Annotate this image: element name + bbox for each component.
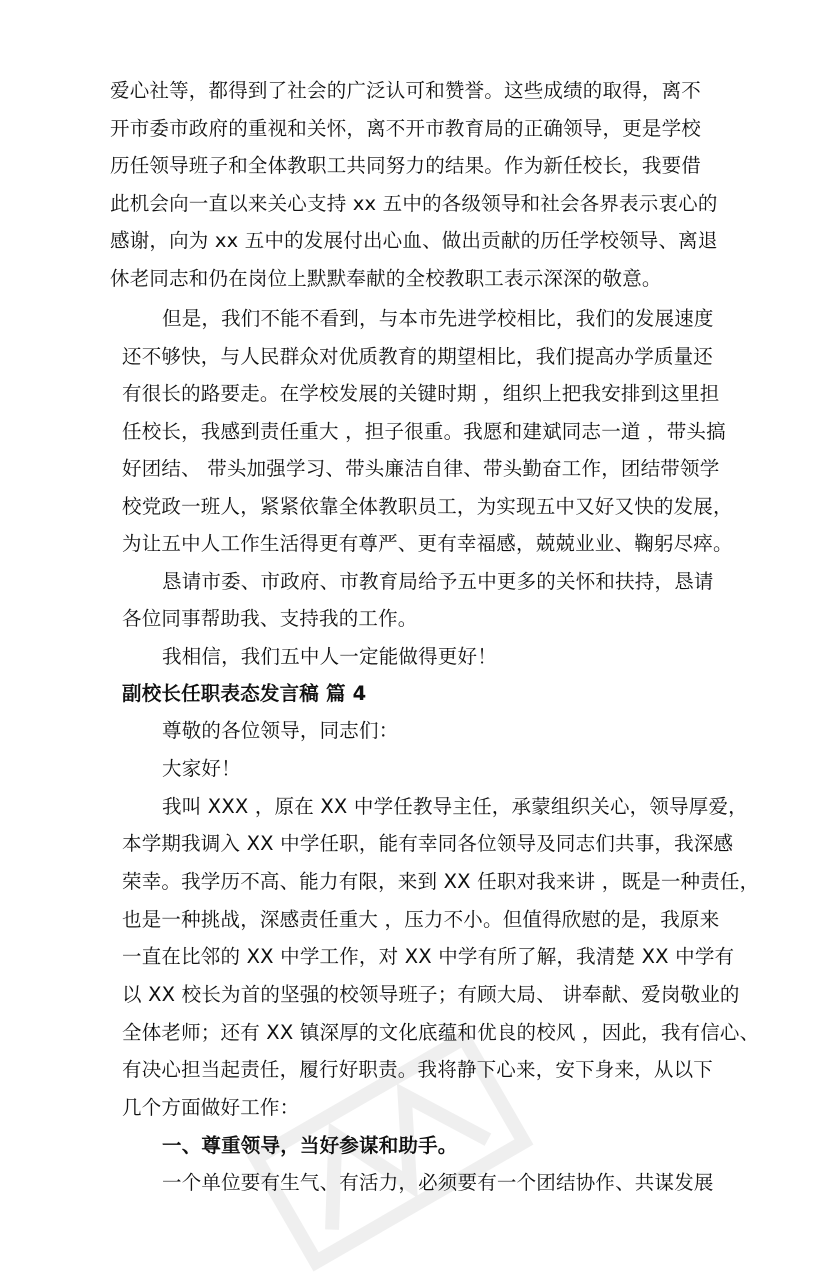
- text-line: 大家好！: [162, 757, 241, 780]
- text-line: 感谢，向为 xx 五中的发展付出心血、做出贡献的历任学校领导、离退: [110, 229, 718, 252]
- text-line: 荣幸。我学历不高、能力有限，来到 XX 任职对我来讲 ，既是一种责任，: [122, 870, 760, 893]
- heading-line: 副校长任职表态发言稿 篇 4: [122, 682, 367, 705]
- text-line: 以 XX 校长为首的坚强的校领导班子；有顾大局、 讲奉献、爱岗敬业的: [122, 983, 740, 1006]
- text-line: 休老同志和仍在岗位上默默奉献的全校教职工表示深深的敬意。: [110, 267, 662, 290]
- text-line: 全体老师；还有 XX 镇深厚的文化底蕴和优良的校风 ，因此，我有信心、: [122, 1021, 760, 1044]
- heading-line: 一、尊重领导，当好参谋和助手。: [162, 1134, 458, 1157]
- text-line: 我相信，我们五中人一定能做得更好！: [162, 645, 497, 668]
- text-line: 任校长，我感到责任重大 ，担子很重。我愿和建斌同志一道 ，带头搞: [122, 420, 726, 443]
- text-line: 此机会向一直以来关心支持 xx 五中的各级领导和社会各界表示衷心的: [110, 192, 718, 215]
- text-line: 也是一种挑战，深感责任重大 ，压力不小。但值得欣慰的是，我原来: [122, 908, 720, 931]
- text-line: 一个单位要有生气、有活力，必须要有一个团结协作、共谋发展: [162, 1171, 714, 1194]
- text-line: 为让五中人工作生活得更有尊严、更有幸福感，兢兢业业、鞠躬尽瘁。: [122, 532, 733, 555]
- text-line: 一直在比邻的 XX 中学工作，对 XX 中学有所了解，我清楚 XX 中学有: [122, 945, 735, 968]
- text-line: 还不够快，与人民群众对优质教育的期望相比，我们提高办学质量还: [122, 345, 714, 368]
- text-line: 历任领导班子和全体教职工共同努力的结果。作为新任校长，我要借: [110, 154, 702, 177]
- text-line: 但是，我们不能不看到，与本市先进学校相比，我们的发展速度: [162, 307, 714, 330]
- text-line: 恳请市委、市政府、市教育局给予五中更多的关怀和扶持，恳请: [162, 570, 714, 593]
- text-line: 好团结、 带头加强学习、带头廉洁自律、带头勤奋工作，团结带领学: [122, 457, 720, 480]
- text-line: 尊敬的各位领导，同志们：: [162, 719, 399, 742]
- text-line: 各位同事帮助我、支持我的工作。: [122, 607, 418, 630]
- text-line: 本学期我调入 XX 中学任职，能有幸同各位领导及同志们共事，我深感: [122, 832, 734, 855]
- text-line: 有决心担当起责任，履行好职责。我将静下心来，安下身来，从以下: [122, 1058, 714, 1081]
- text-line: 校党政一班人，紧紧依靠全体教职员工，为实现五中又好又快的发展，: [122, 495, 733, 518]
- text-line: 我叫 XXX ，原在 XX 中学任教导主任，承蒙组织关心，领导厚爱，: [162, 795, 748, 818]
- text-line: 开市委市政府的重视和关怀，离不开市教育局的正确领导，更是学校: [110, 117, 702, 140]
- text-line: 有很长的路要走。在学校发展的关键时期 ，组织上把我安排到这里担: [122, 382, 720, 405]
- text-line: 爱心社等，都得到了社会的广泛认可和赞誉。这些成绩的取得，离不: [110, 79, 702, 102]
- text-line: 几个方面做好工作：: [122, 1096, 300, 1119]
